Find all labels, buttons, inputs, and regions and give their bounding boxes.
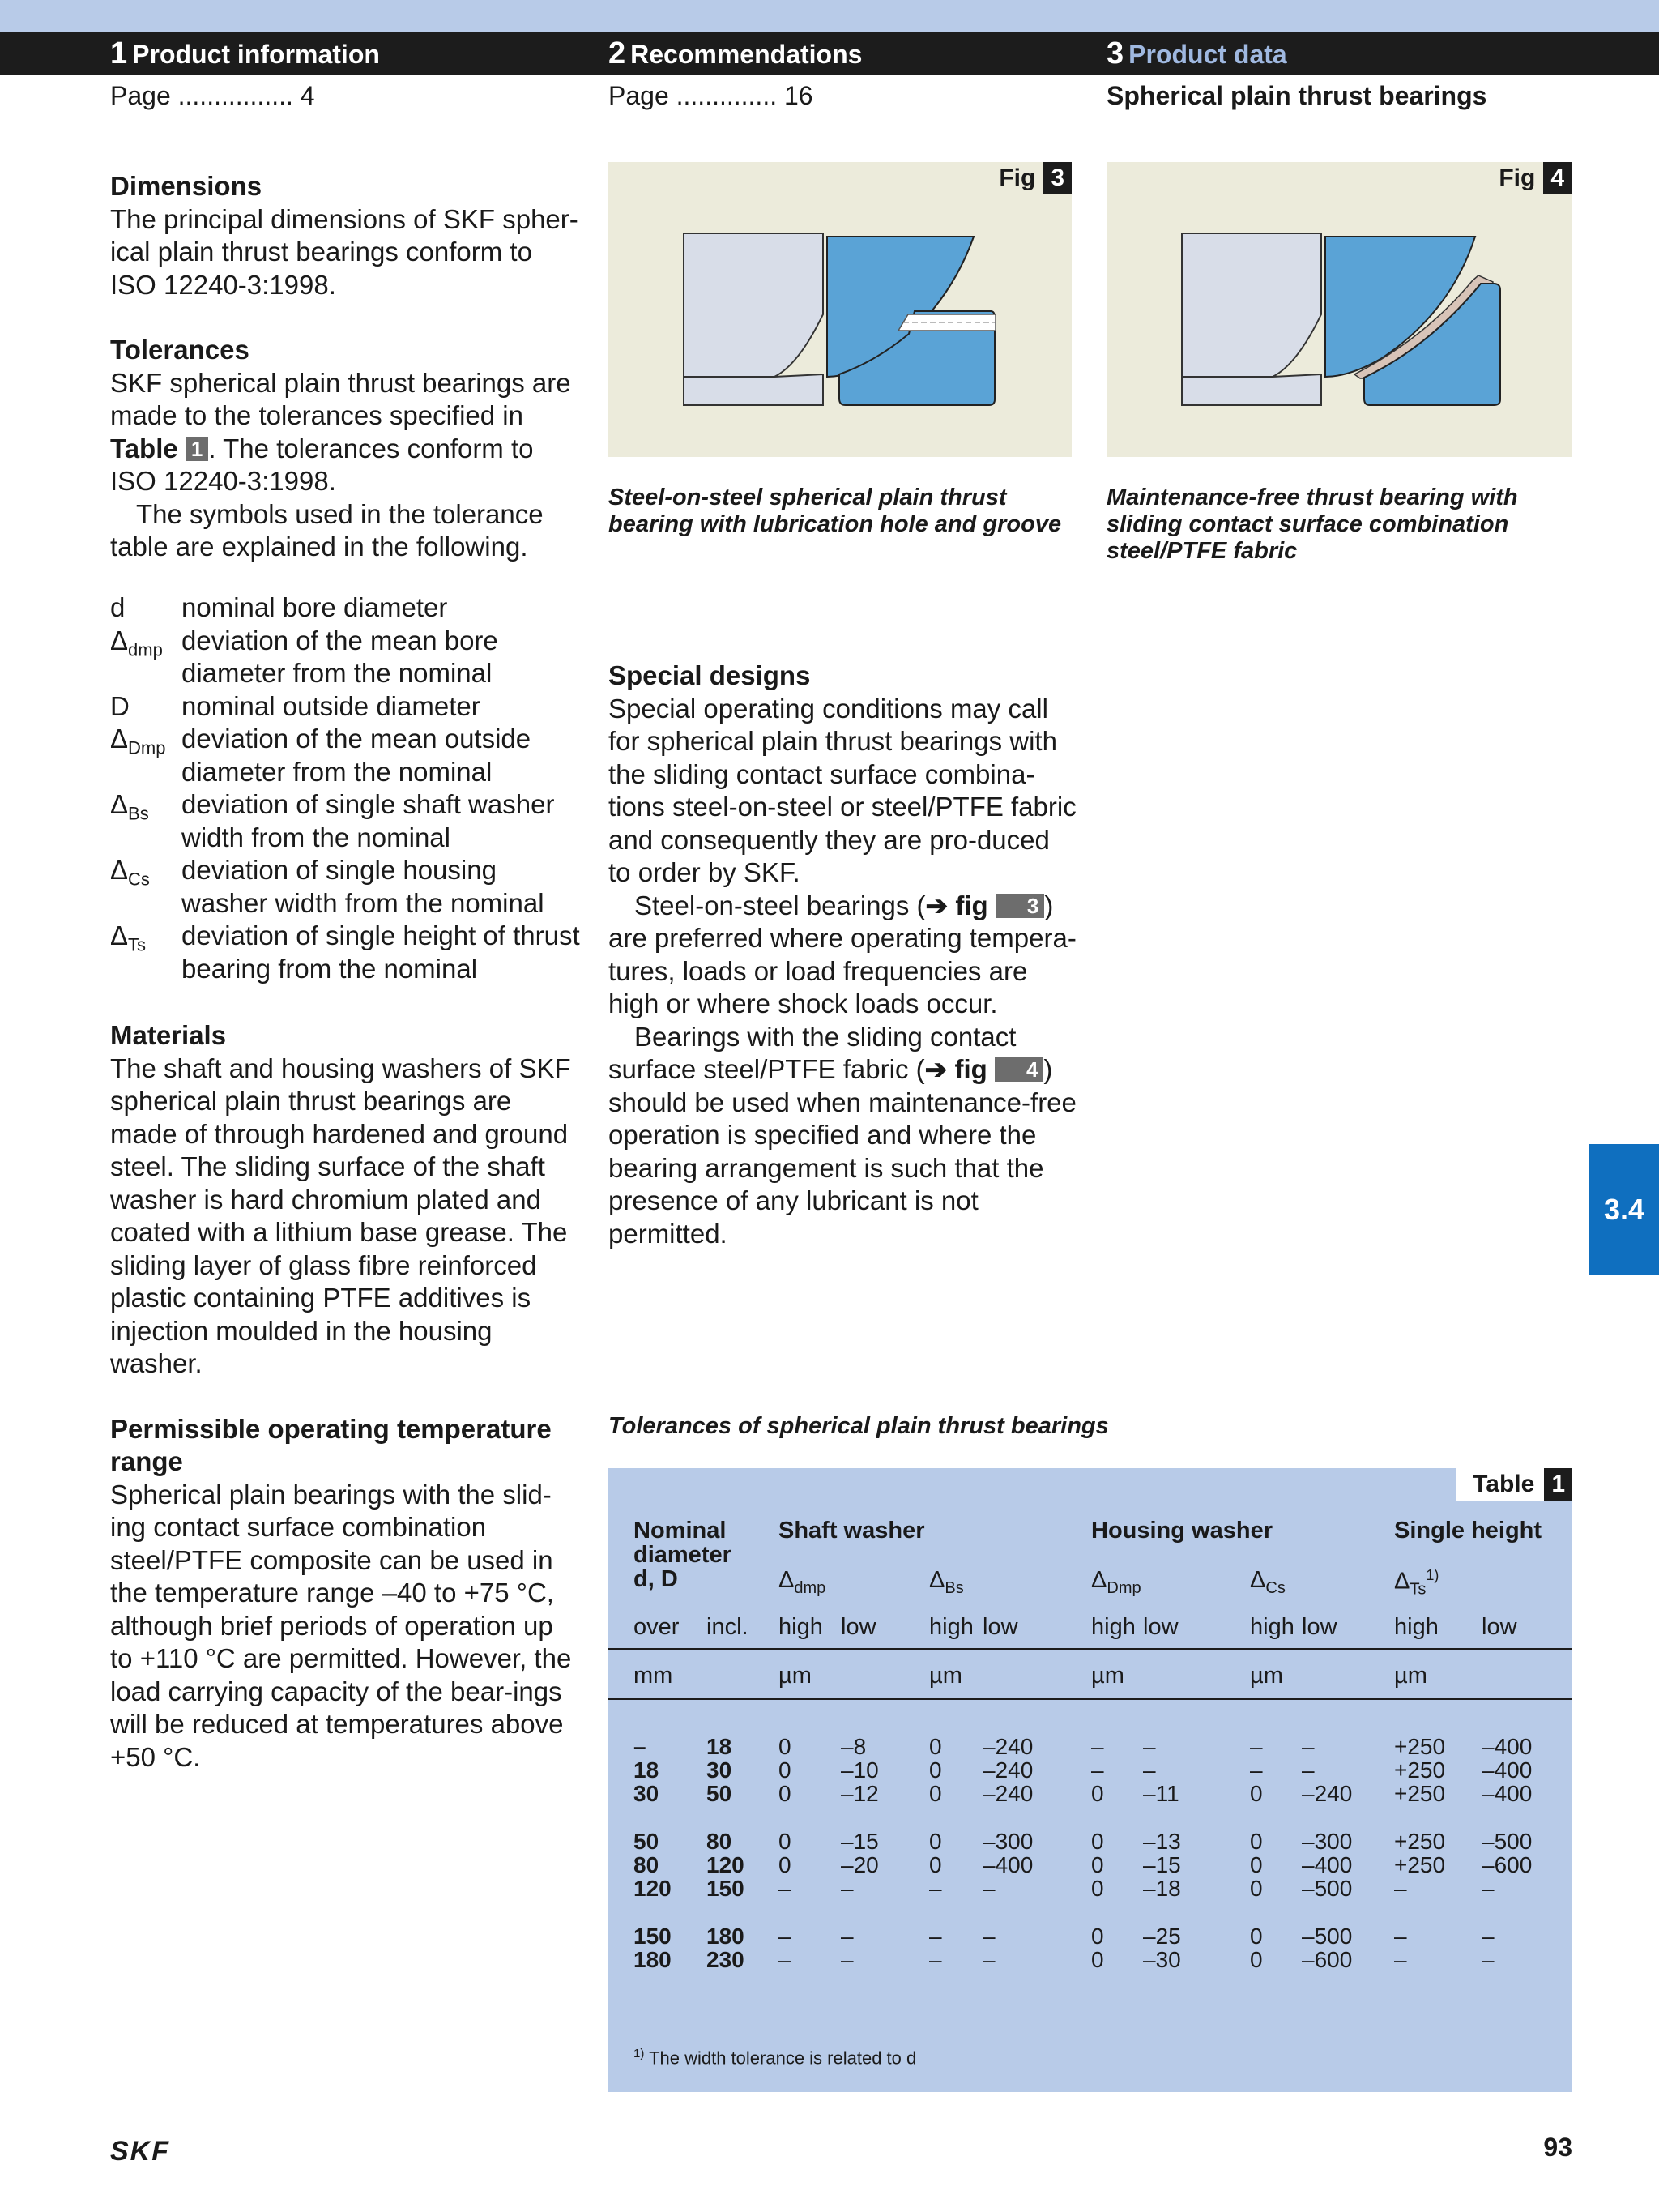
symbol: D: [110, 690, 130, 721]
table-footnote: $^{1)}$ The width tolerance is related to d: [633, 2047, 917, 2069]
table-cell: 0: [929, 1852, 942, 1877]
table-cell: –: [1302, 1734, 1315, 1759]
table-cell: 0: [778, 1829, 791, 1854]
figure-reference-badge[interactable]: 3: [996, 894, 1044, 918]
table-cell: –300: [983, 1829, 1034, 1854]
tolerances-symbols-intro: The symbols used in the tolerance table are explained in the following.: [110, 498, 544, 562]
table-cell: –: [1394, 1876, 1407, 1901]
page-number: 93: [1543, 2133, 1572, 2162]
header-nominal-diameter: Nominal diameter d, D: [633, 1518, 731, 1592]
table-cell: 0: [929, 1829, 942, 1854]
table-cell: 0: [1091, 1876, 1104, 1901]
tolerance-table: [608, 1468, 1572, 2092]
section-tab-product-data[interactable]: [1107, 32, 1287, 75]
table-title: Tolerances of spherical plain thrust bearings: [608, 1413, 1109, 1439]
figure-reference-word[interactable]: fig: [955, 890, 988, 920]
symbol: $\Delta_{Ts}$: [110, 920, 147, 955]
header-incl: incl.: [706, 1614, 748, 1640]
table-cell: –: [841, 1947, 854, 1972]
header-over: over: [633, 1614, 680, 1640]
left-column-lower: [110, 1019, 580, 1774]
header-low: low: [1143, 1614, 1179, 1640]
figure-reference-badge[interactable]: 4: [995, 1057, 1043, 1082]
bearing-drawing-steel-on-steel: [608, 162, 1072, 457]
tolerances-text-b: . The tolerances conform to ISO 12240-3:1998.: [110, 433, 534, 496]
figure-label: Fig 3: [999, 162, 1072, 194]
unit-mm: mm: [633, 1663, 673, 1689]
figure-number: 3: [1043, 162, 1072, 194]
left-column-upper: [110, 170, 580, 564]
table-cell: –: [841, 1876, 854, 1901]
table-cell: 0: [1250, 1924, 1263, 1949]
table-cell: 0: [1250, 1947, 1263, 1972]
section-tab-recommendations[interactable]: [608, 32, 862, 75]
header-low: low: [1482, 1614, 1517, 1640]
symbol: $\Delta_{Cs}$: [110, 855, 150, 890]
table-cell: +250: [1394, 1734, 1446, 1759]
header-delta-ts: $\Delta_{Ts}^{1)}$: [1394, 1567, 1439, 1599]
table-cell: –: [1482, 1876, 1495, 1901]
unit-um: µm: [1250, 1663, 1283, 1689]
unit-um: µm: [929, 1663, 962, 1689]
materials-text: The shaft and housing washers of SKF spherical plain thrust bearings are made of through hardened and ground steel. The sliding surface of the shaft washer is hard chromium plated and coated with a lithium base grease. The sliding layer of glass fibre reinforced plastic containing PTFE additives is injection moulded in the housing washer.: [110, 1053, 571, 1378]
table-number: 1: [1544, 1468, 1572, 1501]
header-single-height: Single height: [1394, 1518, 1542, 1544]
symbol-row: [110, 625, 580, 690]
table-cell: –240: [983, 1734, 1034, 1759]
table-reference-badge[interactable]: 1: [186, 437, 208, 461]
table-cell: –: [983, 1876, 996, 1901]
table-cell: –: [929, 1876, 942, 1901]
table-cell: –600: [1302, 1947, 1353, 1972]
dimensions-text: The principal dimensions of SKF spher-ical plain thrust bearings conform to ISO 12240-3:1998.: [110, 203, 578, 300]
table-cell: –: [778, 1947, 791, 1972]
temperature-heading: Permissible operating temperature range: [110, 1413, 552, 1476]
header-high: high: [1250, 1614, 1294, 1640]
symbol-description: deviation of the mean outside diameter from the nominal: [181, 724, 531, 787]
symbol-row: [110, 854, 580, 920]
figure-4: [1107, 162, 1572, 457]
table-cell: –25: [1143, 1924, 1181, 1949]
table-cell: 0: [1091, 1924, 1104, 1949]
unit-um: µm: [1091, 1663, 1124, 1689]
table-cell: –400: [983, 1852, 1034, 1877]
table-cell: –: [841, 1924, 854, 1949]
page-ref-recommendations[interactable]: Page .............. 16: [608, 81, 813, 110]
table-cell: –: [1394, 1924, 1407, 1949]
symbol-row: [110, 788, 580, 854]
symbol-description: deviation of single height of thrust bearing from the nominal: [181, 920, 580, 984]
table-cell: –15: [841, 1829, 879, 1854]
table-cell: 80: [706, 1829, 732, 1854]
table-cell: –: [633, 1734, 646, 1759]
table-cell: –15: [1143, 1852, 1181, 1877]
header-delta-dmp-outside: $\Delta_{Dmp}$: [1091, 1567, 1141, 1597]
symbol-row: [110, 591, 580, 625]
table-cell: –: [1091, 1757, 1104, 1783]
table-cell: –240: [1302, 1781, 1353, 1806]
footnote-marker: 1): [1426, 1567, 1439, 1583]
table-reference-word[interactable]: Table: [110, 433, 178, 463]
table-cell: –: [1302, 1757, 1315, 1783]
table-cell: 18: [706, 1734, 732, 1759]
table-cell: 80: [633, 1852, 659, 1877]
symbol-description: deviation of single shaft washer width from the nominal: [181, 789, 555, 852]
header-shaft-washer: Shaft washer: [778, 1518, 925, 1544]
header-low: low: [1302, 1614, 1337, 1640]
table-cell: 0: [1091, 1852, 1104, 1877]
page-ref-product-information[interactable]: Page ................ 4: [110, 81, 315, 110]
table-cell: –10: [841, 1757, 879, 1783]
special-designs-paragraph-2: Steel-on-steel bearings (➔ fig 3 ) are preferred where operating tempera-tures, loads or load frequencies are high or where shock loads occur.: [608, 890, 1077, 1018]
table-cell: –500: [1482, 1829, 1533, 1854]
table-cell: –: [778, 1924, 791, 1949]
unit-um: µm: [778, 1663, 812, 1689]
arrow-icon: ➔: [925, 890, 949, 920]
symbol-description: deviation of the mean bore diameter from the nominal: [181, 625, 498, 688]
table-cell: –: [929, 1947, 942, 1972]
table-cell: –300: [1302, 1829, 1353, 1854]
figure-label: Fig 4: [1499, 162, 1572, 194]
table-cell: –: [1482, 1924, 1495, 1949]
table-cell: 0: [929, 1781, 942, 1806]
symbol-list: [110, 591, 580, 985]
table-cell: 120: [706, 1852, 744, 1877]
special-designs-text: Special operating conditions may call for spherical plain thrust bearings with the sliding contact surface combina-tions steel-on-steel or steel/PTFE fabric and consequently they are pro-duced to order by SKF.: [608, 693, 1077, 887]
table-cell: 0: [778, 1734, 791, 1759]
table-cell: –500: [1302, 1924, 1353, 1949]
table-cell: –400: [1302, 1852, 1353, 1877]
special-designs-section: [608, 660, 1078, 1250]
tolerances-heading: Tolerances: [110, 335, 249, 365]
section-label: Recommendations: [630, 40, 863, 69]
table-cell: 0: [929, 1734, 942, 1759]
table-cell: –400: [1482, 1734, 1533, 1759]
temperature-text: Spherical plain bearings with the slid-ing contact surface combination steel/PTFE composite can be used in the temperature range –40 to +75 °C, although brief periods of operation up to +110 °C are permitted. However, the load carrying capacity of the bear-ings will be reduced at temperatures above +50 °C.: [110, 1479, 572, 1772]
skf-logo: SKF: [110, 2136, 170, 2167]
header-delta-dmp: $\Delta_{dmp}$: [778, 1567, 826, 1597]
table-cell: –: [1394, 1947, 1407, 1972]
table-cell: +250: [1394, 1781, 1446, 1806]
dimensions-heading: Dimensions: [110, 171, 262, 201]
table-cell: 50: [633, 1829, 659, 1854]
table-cell: 180: [706, 1924, 744, 1949]
table-cell: –: [1482, 1947, 1495, 1972]
table-cell: 0: [1250, 1852, 1263, 1877]
symbol-row: [110, 920, 580, 985]
table-cell: –: [1091, 1734, 1104, 1759]
bearing-drawing-steel-ptfe: [1107, 162, 1572, 457]
section-number: 3: [1107, 36, 1124, 70]
section-label: Product data: [1128, 40, 1287, 69]
table-cell: –20: [841, 1852, 879, 1877]
table-divider: [608, 1698, 1572, 1700]
special-designs-paragraph-3: Bearings with the sliding contact surface steel/PTFE fabric (➔ fig 4 ) should be used when maintenance-free operation is specified and where the bearing arrangement is such that the presence of any lubricant is not permitted.: [608, 1021, 1077, 1249]
figure-4-caption: Maintenance-free thrust bearing with sliding contact surface combination steel/PTFE fabric: [1107, 485, 1518, 564]
header-high: high: [929, 1614, 974, 1640]
symbol: $\Delta_{Bs}$: [110, 789, 149, 824]
section-label: Product information: [132, 40, 380, 69]
table-cell: 180: [633, 1947, 672, 1972]
table-cell: +250: [1394, 1852, 1446, 1877]
arrow-icon: ➔: [924, 1054, 948, 1084]
unit-um: µm: [1394, 1663, 1427, 1689]
tolerances-paragraph: [110, 367, 580, 498]
table-cell: –: [1143, 1734, 1156, 1759]
table-cell: 0: [1250, 1781, 1263, 1806]
table-label: Table 1: [1456, 1468, 1572, 1501]
table-divider: [608, 1648, 1572, 1650]
symbol: d: [110, 592, 126, 622]
table-cell: +250: [1394, 1757, 1446, 1783]
table-cell: +250: [1394, 1829, 1446, 1854]
special-designs-heading: Special designs: [608, 660, 811, 690]
symbol-description: nominal outside diameter: [181, 690, 480, 721]
table-cell: –12: [841, 1781, 879, 1806]
section-tab-product-information[interactable]: [110, 32, 380, 75]
table-cell: –18: [1143, 1876, 1181, 1901]
table-cell: 0: [1250, 1876, 1263, 1901]
table-cell: –13: [1143, 1829, 1181, 1854]
table-cell: –: [1143, 1757, 1156, 1783]
table-cell: 0: [1091, 1947, 1104, 1972]
table-cell: –8: [841, 1734, 867, 1759]
materials-heading: Materials: [110, 1020, 227, 1050]
table-cell: –240: [983, 1757, 1034, 1783]
table-cell: –30: [1143, 1947, 1181, 1972]
table-cell: –: [929, 1924, 942, 1949]
table-cell: 0: [1091, 1829, 1104, 1854]
header-housing-washer: Housing washer: [1091, 1518, 1273, 1544]
symbol-description: deviation of single housing washer width from the nominal: [181, 855, 544, 918]
header-high: high: [778, 1614, 823, 1640]
table-cell: –: [983, 1947, 996, 1972]
table-cell: 230: [706, 1947, 744, 1972]
figure-3-caption: Steel-on-steel spherical plain thrust bearing with lubrication hole and groove: [608, 485, 1062, 537]
table-cell: –: [778, 1876, 791, 1901]
top-strip: [0, 0, 1659, 32]
symbol-row: [110, 690, 580, 724]
table-cell: 18: [633, 1757, 659, 1783]
current-page-title: Spherical plain thrust bearings: [1107, 81, 1487, 110]
table-cell: –: [983, 1924, 996, 1949]
table-cell: 30: [633, 1781, 659, 1806]
symbol-description: nominal bore diameter: [181, 592, 448, 622]
header-high: high: [1091, 1614, 1136, 1640]
table-cell: 0: [778, 1757, 791, 1783]
table-cell: 30: [706, 1757, 732, 1783]
table-cell: –240: [983, 1781, 1034, 1806]
table-cell: –600: [1482, 1852, 1533, 1877]
table-cell: 0: [778, 1781, 791, 1806]
header-delta-cs: $\Delta_{Cs}$: [1250, 1567, 1286, 1597]
table-cell: 0: [929, 1757, 942, 1783]
table-cell: 50: [706, 1781, 732, 1806]
header-low: low: [983, 1614, 1018, 1640]
table-cell: 0: [778, 1852, 791, 1877]
table-cell: –11: [1143, 1781, 1179, 1806]
figure-3: [608, 162, 1072, 457]
header-delta-bs: $\Delta_{Bs}$: [929, 1567, 964, 1597]
symbol: $\Delta_{dmp}$: [110, 625, 163, 660]
table-cell: 0: [1250, 1829, 1263, 1854]
header-low: low: [841, 1614, 876, 1640]
chapter-tab[interactable]: 3.4: [1589, 1144, 1659, 1275]
figure-number: 4: [1543, 162, 1572, 194]
table-cell: 0: [1091, 1781, 1104, 1806]
table-cell: –: [1250, 1734, 1263, 1759]
table-cell: –400: [1482, 1781, 1533, 1806]
table-cell: 150: [706, 1876, 744, 1901]
symbol-row: [110, 723, 580, 788]
table-cell: –500: [1302, 1876, 1353, 1901]
table-cell: 150: [633, 1924, 672, 1949]
figure-reference-word[interactable]: fig: [954, 1054, 987, 1084]
tolerances-text-a: SKF spherical plain thrust bearings are made to the tolerances specified in: [110, 367, 571, 430]
table-cell: –: [1250, 1757, 1263, 1783]
table-cell: –400: [1482, 1757, 1533, 1783]
symbol: $\Delta_{Dmp}$: [110, 724, 166, 758]
section-number: 2: [608, 36, 626, 70]
section-number: 1: [110, 36, 128, 70]
header-high: high: [1394, 1614, 1439, 1640]
table-cell: 120: [633, 1876, 672, 1901]
